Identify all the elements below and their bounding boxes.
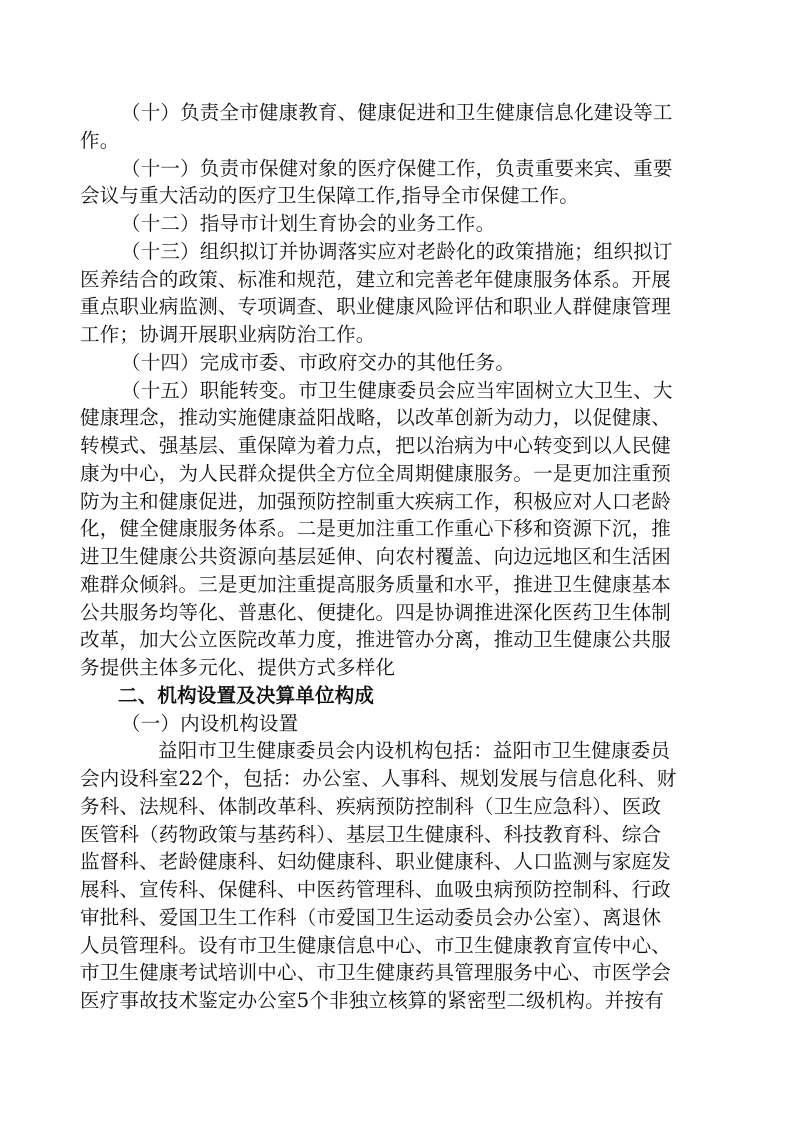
text-line: 化，健全健康服务体系。二是更加注重工作重心下移和资源下沉，推 [80,517,672,540]
text-line: 人员管理科。设有市卫生健康信息中心、市卫生健康教育宣传中心、 [80,934,672,957]
text-line: 转模式、强基层、重保障为着力点，把以治病为中心转变到以人民健 [80,434,672,457]
text-line: 防为主和健康促进，加强预防控制重大疾病工作，积极应对人口老龄 [80,490,672,513]
text-line: 监督科、老龄健康科、妇幼健康科、职业健康科、人口监测与家庭发 [80,850,672,873]
text-line: （十三）组织拟订并协调落实应对老龄化的政策措施；组织拟订 [121,240,673,263]
text-line: （十一）负责市保健对象的医疗保健工作，负责重要来宾、重要 [121,157,673,180]
text-line: 工作；协调开展职业病防治工作。 [80,323,376,346]
text-line: 公共服务均等化、普惠化、便捷化。四是协调推进深化医药卫生体制 [80,601,672,624]
section-heading: 二、机构设置及决算单位构成 [118,684,375,707]
text-line: 作。 [80,129,120,152]
text-line: 会内设科室22个，包括：办公室、人事科、规划发展与信息化科、财 [80,767,677,790]
text-line: 会议与重大活动的医疗卫生保障工作,指导全市保健工作。 [80,184,579,207]
text-line: （十二）指导市计划生育协会的业务工作。 [121,212,496,235]
text-line: 审批科、爱国卫生工作科（市爱国卫生运动委员会办公室）、离退休 [80,906,662,929]
text-line: （十五）职能转变。市卫生健康委员会应当牢固树立大卫生、大 [121,379,673,402]
text-line: 医管科（药物政策与基药科）、基层卫生健康科、科技教育科、综合 [80,823,662,846]
text-line: 医疗事故技术鉴定办公室5个非独立核算的紧密型二级机构。并按有 [80,989,664,1012]
text-line: （十四）完成市委、市政府交办的其他任务。 [121,351,516,374]
text-line: 市卫生健康考试培训中心、市卫生健康药具管理服务中心、市医学会 [80,961,672,984]
text-line: 务科、法规科、体制改革科、疾病预防控制科（卫生应急科）、医政 [80,795,662,818]
text-line: 康为中心，为人民群众提供全方位全周期健康服务。一是更加注重预 [80,462,672,485]
text-line: 展科、宣传科、保健科、中医药管理科、血吸虫病预防控制科、行政 [80,878,672,901]
text-line: （十）负责全市健康教育、健康促进和卫生健康信息化建设等工 [121,101,673,124]
text-line: 医养结合的政策、标准和规范，建立和完善老年健康服务体系。开展 [80,268,672,291]
text-line: 务提供主体多元化、提供方式多样化 [80,656,396,679]
text-line: 进卫生健康公共资源向基层延伸、向农村覆盖、向边远地区和生活困 [80,545,672,568]
subsection-heading: （一）内设机构设置 [121,712,299,735]
text-line: 改革，加大公立医院改革力度，推进管办分离，推动卫生健康公共服 [80,628,672,651]
text-line: 益阳市卫生健康委员会内设机构包括：益阳市卫生健康委员 [158,739,671,762]
text-line: 难群众倾斜。三是更加注重提高服务质量和水平，推进卫生健康基本 [80,573,672,596]
text-line: 重点职业病监测、专项调查、职业健康风险评估和职业人群健康管理 [80,295,672,318]
text-line: 健康理念，推动实施健康益阳战略，以改革创新为动力，以促健康、 [80,406,672,429]
